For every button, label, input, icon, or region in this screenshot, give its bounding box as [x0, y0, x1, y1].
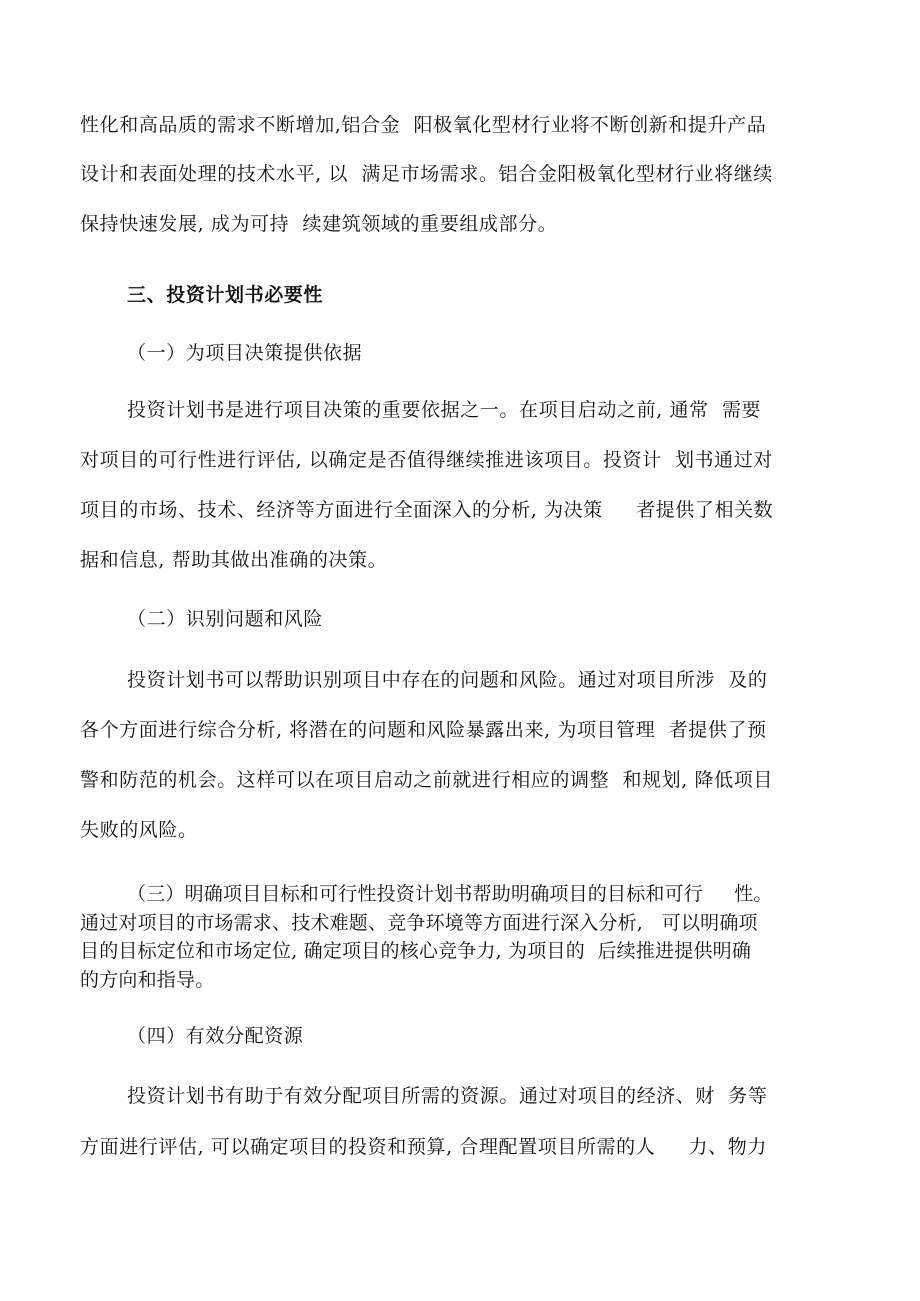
subsection-2-line-1: 投资计划书可以帮助识别项目中存在的问题和风险。通过对项目所涉 及的	[127, 669, 768, 691]
subsection-3-line-3: 的方向和指导。	[80, 969, 215, 991]
subsection-2-line-2: 各个方面进行综合分析, 将潜在的问题和风险暴露出来, 为项目管理 者提供了预	[80, 719, 767, 741]
subsection-3-title: （三）明确项目目标和可行性投资计划书帮助明确项目的目标和可行 性。	[127, 883, 773, 905]
subsection-1-line-3: 项目的市场、技术、经济等方面进行全面深入的分析, 为决策 者提供了相关数	[80, 499, 774, 521]
intro-line-1: 性化和高品质的需求不断增加,铝合金 阳极氧化型材行业将不断创新和提升产品	[80, 114, 767, 136]
intro-line-3: 保持快速发展, 成为可持 续建筑领域的重要组成部分。	[80, 213, 558, 235]
subsection-1-line-1: 投资计划书是进行项目决策的重要依据之一。在项目启动之前, 通常 需要	[127, 399, 762, 421]
subsection-4-line-2: 方面进行评估, 可以确定项目的投资和预算, 合理配置项目所需的人 力、物力	[80, 1136, 767, 1158]
subsection-2-line-3: 警和防范的机会。这样可以在项目启动之前就进行相应的调整 和规划, 降低项目	[80, 769, 773, 791]
subsection-2-line-4: 失败的风险。	[80, 819, 198, 841]
subsection-1-line-2: 对项目的可行性进行评估, 以确定是否值得继续推进该项目。投资计 划书通过对	[80, 449, 773, 471]
subsection-4-line-1: 投资计划书有助于有效分配项目所需的资源。通过对项目的经济、财 务等	[127, 1085, 768, 1107]
intro-line-2: 设计和表面处理的技术水平, 以 满足市场需求。铝合金阳极氧化型材行业将继续	[80, 163, 773, 185]
subsection-3-line-2: 目的目标定位和市场定位, 确定项目的核心竞争力, 为项目的 后续推进提供明确	[80, 940, 752, 962]
subsection-2-title: （二）识别问题和风险	[127, 608, 324, 630]
subsection-4-title: （四）有效分配资源	[127, 1025, 304, 1047]
subsection-1-line-4: 据和信息, 帮助其做出准确的决策。	[80, 549, 388, 571]
subsection-1-title: （一）为项目决策提供依据	[127, 342, 363, 364]
subsection-3-line-1: 通过对项目的市场需求、技术难题、竞争环境等方面进行深入分析, 可以明确项	[80, 912, 758, 934]
section-heading: 三、投资计划书必要性	[127, 284, 324, 306]
